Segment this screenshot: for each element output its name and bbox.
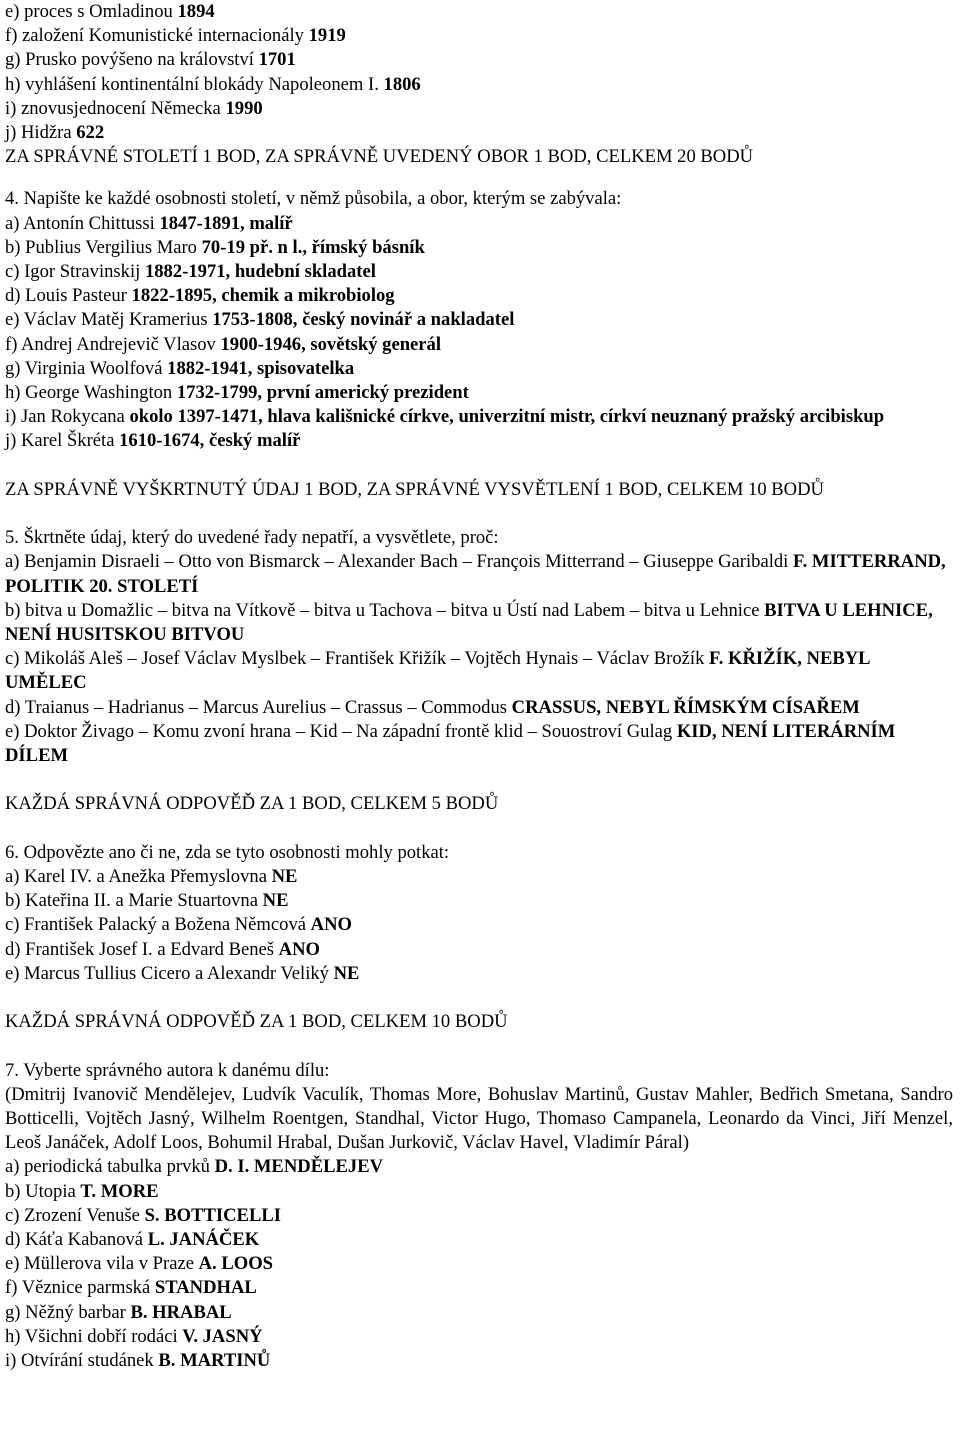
item-answer: 1894 bbox=[177, 1, 215, 22]
answer-line-i bbox=[5, 97, 953, 121]
item-text: b) bitva u Domažlic – bitva na Vítkově – bitva u Tachova – bitva u Ústí nad Labem – bitva u Lehnice bbox=[5, 599, 765, 621]
item-answer: 1753-1808, český novinář a nakladatel bbox=[212, 309, 515, 331]
answer-line-d bbox=[5, 696, 953, 720]
item-text: e) Doktor Živago – Komu zvoní hrana – Kid – Na západní frontě klid – Souostroví Gulag bbox=[5, 720, 677, 742]
item-answer: KID, NENÍ LITERÁRNÍM DÍLEM bbox=[5, 720, 896, 767]
answer-line-h bbox=[5, 381, 953, 405]
answer-line-e bbox=[5, 1252, 953, 1276]
answer-line-d bbox=[5, 938, 953, 962]
answer-line-e bbox=[5, 308, 953, 332]
item-text: i) znovusjednocení Německa bbox=[5, 97, 226, 119]
scoring-note: KAŽDÁ SPRÁVNÁ ODPOVĚĎ ZA 1 BOD, CELKEM 5 BODŮ bbox=[5, 793, 499, 815]
question-5 bbox=[5, 526, 953, 816]
item-answer: L. JANÁČEK bbox=[147, 1229, 260, 1251]
item-answer: S. BOTTICELLI bbox=[144, 1204, 281, 1226]
answer-line-b bbox=[5, 599, 953, 647]
answer-line-e bbox=[5, 720, 953, 768]
item-text: i) Otvírání studánek bbox=[5, 1350, 159, 1372]
item-text: g) Něžný barbar bbox=[5, 1301, 131, 1323]
item-answer: 1701 bbox=[258, 49, 296, 71]
item-answer: CRASSUS, NEBYL ŘÍMSKÝM CÍSAŘEM bbox=[511, 696, 860, 718]
answer-line-f bbox=[5, 333, 953, 357]
answer-line-c bbox=[5, 1204, 953, 1228]
item-text: b) Kateřina II. a Marie Stuartovna bbox=[5, 890, 263, 912]
item-text: a) Karel IV. a Anežka Přemyslovna bbox=[5, 866, 272, 888]
item-answer: ANO bbox=[310, 914, 352, 936]
answer-line-i bbox=[5, 405, 953, 429]
item-text: h) Všichni dobří rodáci bbox=[5, 1325, 183, 1347]
answer-line-b bbox=[5, 1180, 953, 1204]
item-answer: 1990 bbox=[225, 97, 263, 119]
item-answer: NE bbox=[271, 866, 298, 888]
item-text: e) Marcus Tullius Cicero a Alexandr Veliký bbox=[5, 962, 334, 984]
answer-line-a bbox=[5, 1155, 953, 1179]
author-list: (Dmitrij Ivanovič Mendělejev, Ludvík Vaculík, Thomas More, Bohuslav Martinů, Gustav Mahler, Bedřich Smetana, Sandro Botticelli, Vojtěch Jasný, Wilhelm Roentgen, Standhal, Victor Hugo, Thomaso Campanela, Leonardo da Vinci, Jiří Menzel, Leoš Janáček, Adolf Loos, Bohumil Hrabal, Dušan Jurkovič, Václav Havel, Vladimír Páral) bbox=[5, 1083, 953, 1154]
item-text: c) Mikoláš Aleš – Josef Václav Myslbek – František Křižík – Vojtěch Hynais – Václav Brožík bbox=[5, 648, 710, 670]
item-text: d) Louis Pasteur bbox=[5, 285, 132, 307]
answer-line-h bbox=[5, 73, 953, 97]
item-answer: F. KŘIŽÍK, NEBYL UMĚLEC bbox=[5, 648, 870, 694]
item-answer: A. LOOS bbox=[198, 1253, 274, 1275]
item-text: g) Prusko povýšeno na království bbox=[5, 49, 259, 71]
answer-line-a bbox=[5, 865, 953, 889]
item-text: h) vyhlášení kontinentální blokády Napoleonem I. bbox=[5, 73, 384, 95]
item-answer: BITVA U LEHNICE, NENÍ HUSITSKOU BITVOU bbox=[5, 599, 933, 646]
item-answer: okolo 1397-1471, hlava kališnické církve, univerzitní mistr, církví neuznaný pražský arcibiskup bbox=[129, 406, 885, 428]
item-answer: NE bbox=[262, 890, 289, 912]
item-text: h) George Washington bbox=[5, 382, 177, 404]
item-answer: 1847-1891, malíř bbox=[159, 212, 293, 234]
answer-line-a bbox=[5, 212, 953, 236]
item-answer: 1610-1674, český malíř bbox=[119, 430, 301, 452]
item-text: d) František Josef I. a Edvard Beneš bbox=[5, 938, 279, 960]
item-text: c) Zrození Venuše bbox=[5, 1204, 145, 1226]
item-text: b) Publius Vergilius Maro bbox=[5, 236, 202, 258]
item-text: a) Antonín Chittussi bbox=[5, 212, 160, 234]
spacer bbox=[5, 1034, 953, 1058]
item-answer: 1882-1971, hudební skladatel bbox=[144, 261, 376, 283]
answer-line-j bbox=[5, 429, 953, 453]
section-3-answers bbox=[5, 0, 953, 169]
item-text: e) proces s Omladinou bbox=[5, 1, 178, 22]
item-answer: ANO bbox=[278, 938, 320, 960]
question-prompt: 5. Škrtněte údaj, který do uvedené řady nepatří, a vysvětlete, proč: bbox=[5, 527, 499, 549]
item-answer: 1806 bbox=[383, 73, 421, 95]
scoring-note: ZA SPRÁVNĚ VYŠKRTNUTÝ ÚDAJ 1 BOD, ZA SPRÁVNÉ VYSVĚTLENÍ 1 BOD, CELKEM 10 BODŮ bbox=[5, 478, 824, 500]
answer-line-b bbox=[5, 889, 953, 913]
answer-line-d bbox=[5, 284, 953, 308]
item-answer: 1732-1799, první americký prezident bbox=[176, 382, 469, 404]
document-page bbox=[5, 0, 953, 1373]
answer-line-b bbox=[5, 236, 953, 260]
spacer bbox=[5, 817, 953, 841]
answer-line-g bbox=[5, 1301, 953, 1325]
item-answer: D. I. MENDĚLEJEV bbox=[214, 1156, 384, 1178]
item-text: e) Václav Matěj Kramerius bbox=[5, 309, 213, 331]
answer-line-h bbox=[5, 1325, 953, 1349]
item-text: c) Igor Stravinskij bbox=[5, 261, 145, 283]
answer-line-j bbox=[5, 121, 953, 145]
item-answer: 622 bbox=[76, 122, 105, 144]
item-answer: F. MITTERRAND, POLITIK 20. STOLETÍ bbox=[5, 551, 946, 597]
item-answer: T. MORE bbox=[80, 1180, 159, 1202]
answer-line-i bbox=[5, 1349, 953, 1373]
question-6 bbox=[5, 841, 953, 1035]
item-text: f) Věznice parmská bbox=[5, 1277, 155, 1299]
item-answer: 1900-1946, sovětský generál bbox=[220, 333, 442, 355]
answer-line-f bbox=[5, 1276, 953, 1300]
question-4 bbox=[5, 187, 953, 502]
question-prompt: 7. Vyberte správného autora k danému dílu: bbox=[5, 1059, 330, 1081]
item-answer: NE bbox=[333, 962, 360, 984]
scoring-note: KAŽDÁ SPRÁVNÁ ODPOVĚĎ ZA 1 BOD, CELKEM 10 BODŮ bbox=[5, 1011, 508, 1033]
answer-line-c bbox=[5, 260, 953, 284]
item-answer: STANDHAL bbox=[154, 1277, 257, 1299]
item-text: a) periodická tabulka prvků bbox=[5, 1156, 215, 1178]
answer-line-c bbox=[5, 913, 953, 937]
item-text: c) František Palacký a Božena Němcová bbox=[5, 914, 311, 936]
item-text: d) Káťa Kabanová bbox=[5, 1229, 148, 1251]
item-answer: V. JASNÝ bbox=[182, 1325, 263, 1347]
spacer bbox=[5, 454, 953, 478]
spacer bbox=[5, 768, 953, 792]
item-text: b) Utopia bbox=[5, 1180, 81, 1202]
item-text: e) Müllerova vila v Praze bbox=[5, 1253, 199, 1275]
answer-line-a bbox=[5, 550, 953, 598]
item-answer: 1882-1941, spisovatelka bbox=[167, 357, 355, 379]
answer-line-g bbox=[5, 357, 953, 381]
question-prompt: 6. Odpovězte ano či ne, zda se tyto osobnosti mohly potkat: bbox=[5, 841, 450, 863]
item-answer: 1822-1895, chemik a mikrobiolog bbox=[131, 285, 395, 307]
scoring-note: ZA SPRÁVNÉ STOLETÍ 1 BOD, ZA SPRÁVNĚ UVEDENÝ OBOR 1 BOD, CELKEM 20 BODŮ bbox=[5, 146, 754, 168]
item-text: g) Virginia Woolfová bbox=[5, 357, 168, 379]
spacer bbox=[5, 502, 953, 526]
item-text: f) Andrej Andrejevič Vlasov bbox=[5, 333, 221, 355]
answer-line-e bbox=[5, 0, 953, 24]
item-answer: B. MARTINŮ bbox=[158, 1350, 271, 1372]
item-text: j) Karel Škréta bbox=[5, 430, 120, 452]
answer-line-g bbox=[5, 48, 953, 72]
question-prompt: 4. Napište ke každé osobnosti století, v němž působila, a obor, kterým se zabývala: bbox=[5, 188, 622, 210]
answer-line-e bbox=[5, 962, 953, 986]
item-text: f) založení Komunistické internacionály bbox=[5, 25, 309, 47]
item-text: a) Benjamin Disraeli – Otto von Bismarck – Alexander Bach – François Mitterrand – Giuseppe Garibaldi bbox=[5, 551, 793, 573]
answer-line-c bbox=[5, 647, 953, 695]
answer-line-f bbox=[5, 24, 953, 48]
item-answer: 70-19 př. n l., římský básník bbox=[201, 236, 425, 258]
answer-line-d bbox=[5, 1228, 953, 1252]
item-text: i) Jan Rokycana bbox=[5, 406, 130, 428]
question-7 bbox=[5, 1059, 953, 1374]
item-answer: 1919 bbox=[308, 25, 346, 47]
item-text: j) Hidžra bbox=[5, 122, 77, 144]
item-text: d) Traianus – Hadrianus – Marcus Aurelius – Crassus – Commodus bbox=[5, 696, 512, 718]
spacer bbox=[5, 986, 953, 1010]
item-answer: B. HRABAL bbox=[130, 1301, 232, 1323]
